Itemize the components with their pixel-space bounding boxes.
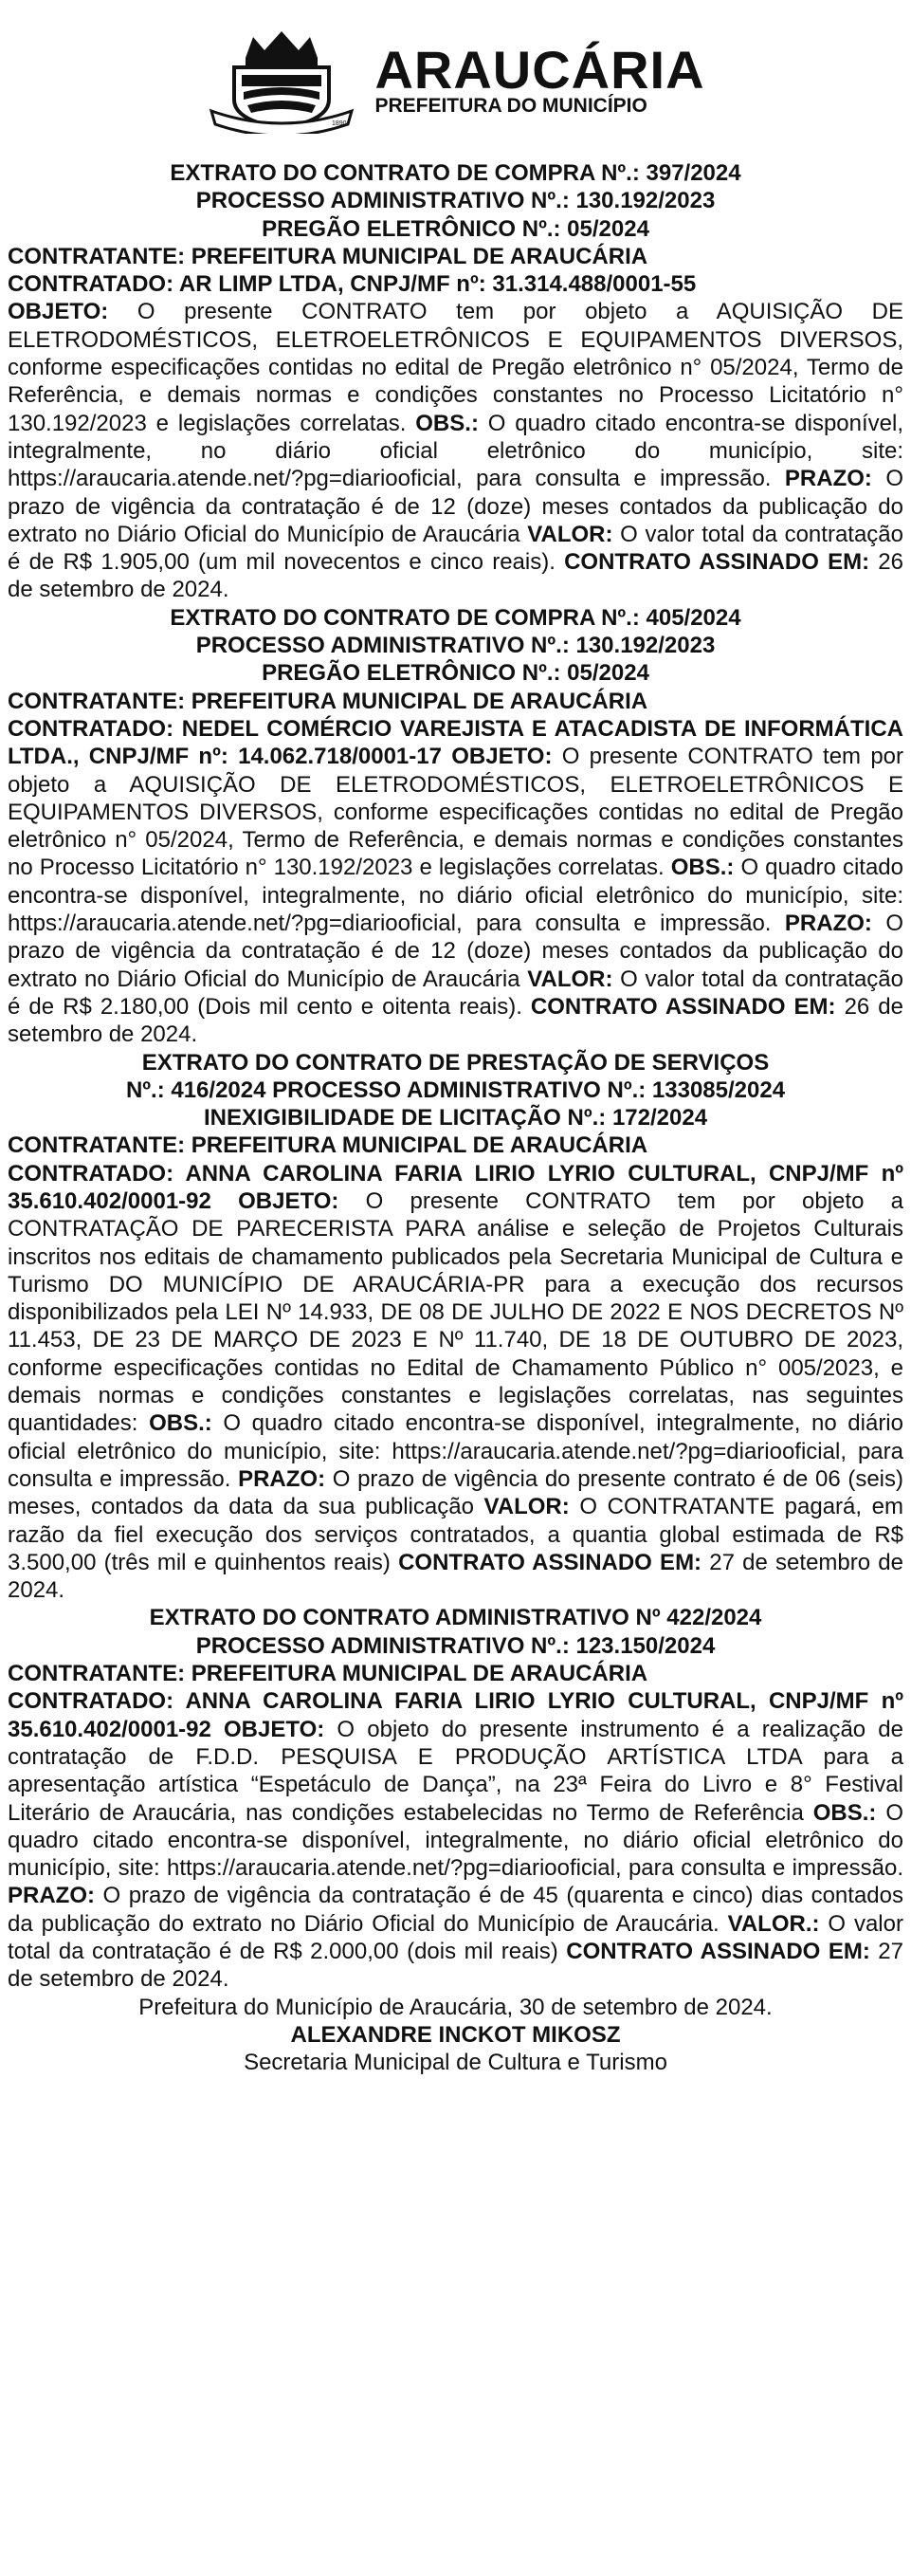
document-body [8,159,903,2076]
valor-text: O valor total da contratação é de R$ 1.905,00 (um mil novecentos e cinco reais). [8,521,903,576]
assinado-label: CONTRATO ASSINADO EM: [398,1549,702,1575]
contract-body [8,1687,903,1993]
signer-role: Secretaria Municipal de Cultura e Turismo [244,2050,667,2076]
prazo-label: PRAZO: [784,466,872,492]
objeto-text: O objeto do presente instrumento é a realização de contratação de F.D.D. PESQUISA E PRODUÇÃO ARTÍSTICA LTDA para a apresentação artística “Espetáculo de Dança”, na 23ª Feira do Livro e 8° Festival Literário de Araucária, nas condições estabelecidas no Termo de Referência [8,1716,903,1826]
prazo-label: PRAZO: [238,1465,326,1492]
section-heading: EXTRATO DO CONTRATO DE PRESTAÇÃO DE SERVIÇOS [141,1049,770,1076]
obs-label: OBS.: [670,855,735,881]
section-heading: PROCESSO ADMINISTRATIVO Nº.: 130.192/2023 [195,633,716,659]
objeto-text: O presente CONTRATO tem por objeto a AQUISIÇÃO DE ELETRODOMÉSTICOS, ELETROELETRÔNICOS E EQUIPAMENTOS DIVERSOS, conforme especificações contidas no edital de Pregão eletrônico n° 05/2024, Termo de Referência, e demais normas e condições constantes no Processo Licitatório n° 130.192/2023 e legislações correlatas. [8,744,904,881]
place-date: Prefeitura do Município de Araucária, 30 de setembro de 2024. [138,1994,773,2020]
obs-label: OBS.: [812,1799,877,1826]
contratado-line [8,270,903,298]
contratante-line: CONTRATANTE: PREFEITURA MUNICIPAL DE ARAUCÁRIA [8,1132,648,1159]
section-heading: PREGÃO ELETRÔNICO Nº.: 05/2024 [262,660,649,687]
section-heading: EXTRATO DO CONTRATO DE COMPRA Nº.: 397/2024 [170,160,741,186]
valor-label: VALOR.: [727,1910,820,1937]
contract-body [8,715,903,1049]
contract-extract-405 [8,604,903,1049]
logo-subtitle: PREFEITURA DO MUNICÍPIO [374,95,647,117]
contratado-text: CONTRATADO: AR LIMP LTDA, CNPJ/MF nº: 31.314.488/0001-55 [8,271,697,298]
valor-text: O valor total da contratação é de R$ 2.180,00 (Dois mil cento e oitenta reais). [8,966,903,1020]
obs-text: O quadro citado encontra-se disponível, integralmente, no diário oficial eletrônico do município, site: https://araucaria.atende.net/?pg=diariooficial, para consulta e impressão. [8,1410,903,1492]
obs-text: O quadro citado encontra-se disponível, integralmente, no diário oficial eletrônico do município, site: https://araucaria.atende.net/?pg=diariooficial, para consulta e impressão. [8,855,903,937]
contratado-text: CONTRATADO: ANNA CAROLINA FARIA LIRIO LYRIO CULTURAL, CNPJ/MF nº 35.610.402/0001-92 OBJETO: [8,1160,903,1214]
contract-body [8,1160,903,1605]
section-heading: INEXIGIBILIDADE DE LICITAÇÃO Nº.: 172/2024 [203,1105,708,1132]
assinado-label: CONTRATO ASSINADO EM: [564,549,870,576]
contratado-text: CONTRATADO: ANNA CAROLINA FARIA LIRIO LYRIO CULTURAL, CNPJ/MF nº 35.610.402/0001-92 OBJETO: [8,1688,903,1742]
objeto-text: O presente CONTRATO tem por objeto a CONTRATAÇÃO DE PARECERISTA PARA análise e seleção de Projetos Culturais inscritos nos editais de chamamento publicados pela Secretaria Municipal de Cultura e Turismo DO MUNICÍPIO DE ARAUCÁRIA-PR para a execução dos recursos disponibilizados pela LEI Nº 14.933, DE 08 DE JULHO DE 2022 E NOS DECRETOS Nº 11.453, DE 23 DE MARÇO DE 2023 E Nº 11.740, DE 18 DE OUTUBRO DE 2023, conforme especificações contidas no Edital de Chamamento Público n° 005/2023, e demais normas e condições constantes e legislações correlatas, nas seguintes quantidades: [8,1187,903,1437]
assinado-text: 27 de setembro de 2024. [8,1549,903,1604]
section-heading: PROCESSO ADMINISTRATIVO Nº.: 123.150/2024 [195,1632,716,1659]
section-heading: Nº.: 416/2024 PROCESSO ADMINISTRATIVO Nº.: 133085/2024 [125,1076,786,1103]
assinado-label: CONTRATO ASSINADO EM: [530,993,836,1020]
prazo-label: PRAZO: [8,1883,95,1909]
brand [374,40,705,118]
obs-text: O quadro citado encontra-se disponível, integralmente, no diário oficial eletrônico do município, site: https://araucaria.atende.net/?pg=diariooficial, para consulta e impressão. [8,410,904,492]
contratado-text: CONTRATADO: NEDEL COMÉRCIO VAREJISTA E ATACADISTA DE INFORMÁTICA LTDA., CNPJ/MF nº: 14.062.718/0001-17 OBJETO: [8,715,903,770]
section-heading: PROCESSO ADMINISTRATIVO Nº.: 130.192/2023 [195,188,716,214]
objeto-text: O presente CONTRATO tem por objeto a AQUISIÇÃO DE ELETRODOMÉSTICOS, ELETROELETRÔNICOS E EQUIPAMENTOS DIVERSOS, conforme especificações contidas no edital de Pregão eletrônico n° 05/2024, Termo de Referência, e demais normas e condições constantes no Processo Licitatório n° 130.192/2023 e legislações correlatas. [8,299,903,436]
valor-label: VALOR: [527,966,613,992]
contract-extract-416 [8,1049,903,1605]
valor-label: VALOR: [527,521,613,547]
signature-block [8,1994,903,2077]
contratante-line: CONTRATANTE: PREFEITURA MUNICIPAL DE ARAUCÁRIA [8,688,648,714]
contratante-line: CONTRATANTE: PREFEITURA MUNICIPAL DE ARAUCÁRIA [8,1661,648,1687]
assinado-text: 26 de setembro de 2024. [8,993,904,1048]
assinado-label: CONTRATO ASSINADO EM: [566,1939,870,1964]
section-heading: PREGÃO ELETRÔNICO Nº.: 05/2024 [262,215,649,242]
valor-text: O CONTRATANTE pagará, em razão da fiel execução dos serviços contratados, a quantia global estimada de R$ 3.500,00 (três mil e quinhentos reais) [8,1494,904,1575]
valor-label: VALOR: [483,1494,570,1520]
prazo-text: O prazo de vigência da contratação é de 12 (doze) meses contados da publicação do extrato no Diário Oficial do Município de Araucária [8,911,903,992]
objeto-label: OBJETO: [8,299,109,325]
section-heading: EXTRATO DO CONTRATO DE COMPRA Nº.: 405/2024 [170,604,741,631]
obs-label: OBS.: [149,1410,212,1437]
header-inner [206,29,704,134]
assinado-text: 27 de setembro de 2024. [8,1939,904,1993]
obs-label: OBS.: [415,410,479,436]
logo-title: ARAUCÁRIA [374,40,705,100]
contratante-line: CONTRATANTE: PREFEITURA MUNICIPAL DE ARAUCÁRIA [8,243,648,269]
prazo-text: O prazo de vigência da contratação é de 45 (quarenta e cinco) dias contados da publicação do extrato no Diário Oficial do Município de Araucária. [8,1883,903,1937]
contract-body [8,298,903,603]
valor-text: O valor total da contratação é de R$ 2.000,00 (dois mil reais) [8,1910,903,1964]
prazo-text: O prazo de vigência da contratação é de 12 (doze) meses contados da publicação do extrato no Diário Oficial do Município de Araucária [8,466,903,547]
seal-year: 1890 [332,120,348,127]
signer-name: ALEXANDRE INCKOT MIKOSZ [290,2021,621,2048]
obs-text: O quadro citado encontra-se disponível, integralmente, no diário oficial eletrônico do município, site: https://araucaria.atende.net/?pg=diariooficial, para consulta e impressão. [8,1799,903,1882]
municipal-seal-icon [206,29,357,134]
contract-extract-397 [8,159,903,604]
prazo-label: PRAZO: [784,911,872,937]
prazo-text: O prazo de vigência do presente contrato é de 06 (seis) meses, contados da data da sua publicação [8,1465,903,1520]
section-heading: EXTRATO DO CONTRATO ADMINISTRATIVO Nº 422/2024 [149,1605,762,1631]
contract-extract-422 [8,1604,903,1993]
assinado-text: 26 de setembro de 2024. [8,549,903,603]
header [8,0,903,135]
